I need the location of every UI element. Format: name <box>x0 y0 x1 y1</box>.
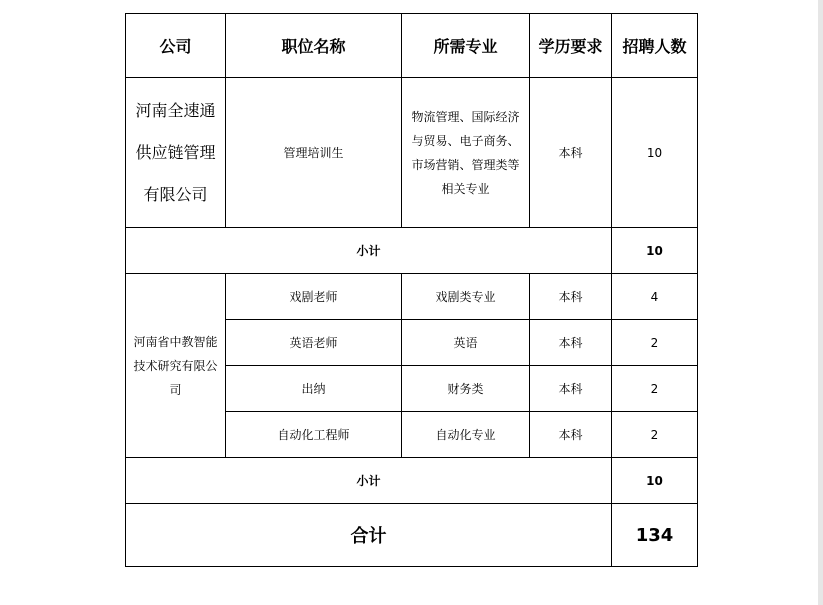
major-cell: 自动化专业 <box>402 412 530 458</box>
education-cell: 本科 <box>530 274 612 320</box>
recruitment-table <box>125 13 698 567</box>
position-cell: 出纳 <box>226 366 402 412</box>
subtotal-row <box>126 458 698 504</box>
subtotal-label: 小计 <box>126 228 612 274</box>
position-cell: 自动化工程师 <box>226 412 402 458</box>
count-cell: 4 <box>612 274 698 320</box>
table-row <box>126 274 698 320</box>
count-cell: 2 <box>612 320 698 366</box>
company-name: 河南省中教智能技术研究有限公司 <box>133 334 218 397</box>
page-edge <box>818 0 823 605</box>
count-cell: 2 <box>612 366 698 412</box>
position-cell: 管理培训生 <box>226 78 402 228</box>
company-cell <box>126 78 226 228</box>
education-cell: 本科 <box>530 366 612 412</box>
header-company: 公司 <box>126 14 226 78</box>
major-cell: 戏剧类专业 <box>402 274 530 320</box>
header-count: 招聘人数 <box>612 14 698 78</box>
total-label: 合计 <box>126 504 612 567</box>
company-cell <box>126 274 226 458</box>
header-position: 职位名称 <box>226 14 402 78</box>
subtotal-label: 小计 <box>126 458 612 504</box>
education-cell: 本科 <box>530 320 612 366</box>
count-cell: 2 <box>612 412 698 458</box>
header-major: 所需专业 <box>402 14 530 78</box>
company-name: 河南全速通供应链管理有限公司 <box>135 100 216 204</box>
header-education: 学历要求 <box>530 14 612 78</box>
major-cell: 英语 <box>402 320 530 366</box>
major-cell <box>402 78 530 228</box>
header-row <box>126 14 698 78</box>
count-cell: 10 <box>612 78 698 228</box>
table-row <box>126 78 698 228</box>
major-text: 物流管理、国际经济与贸易、电子商务、市场营销、管理类等相关专业 <box>411 109 520 196</box>
total-value: 134 <box>612 504 698 567</box>
total-row <box>126 504 698 567</box>
subtotal-value: 10 <box>612 458 698 504</box>
education-cell: 本科 <box>530 412 612 458</box>
position-cell: 英语老师 <box>226 320 402 366</box>
position-cell: 戏剧老师 <box>226 274 402 320</box>
subtotal-row <box>126 228 698 274</box>
subtotal-value: 10 <box>612 228 698 274</box>
major-cell: 财务类 <box>402 366 530 412</box>
education-cell: 本科 <box>530 78 612 228</box>
